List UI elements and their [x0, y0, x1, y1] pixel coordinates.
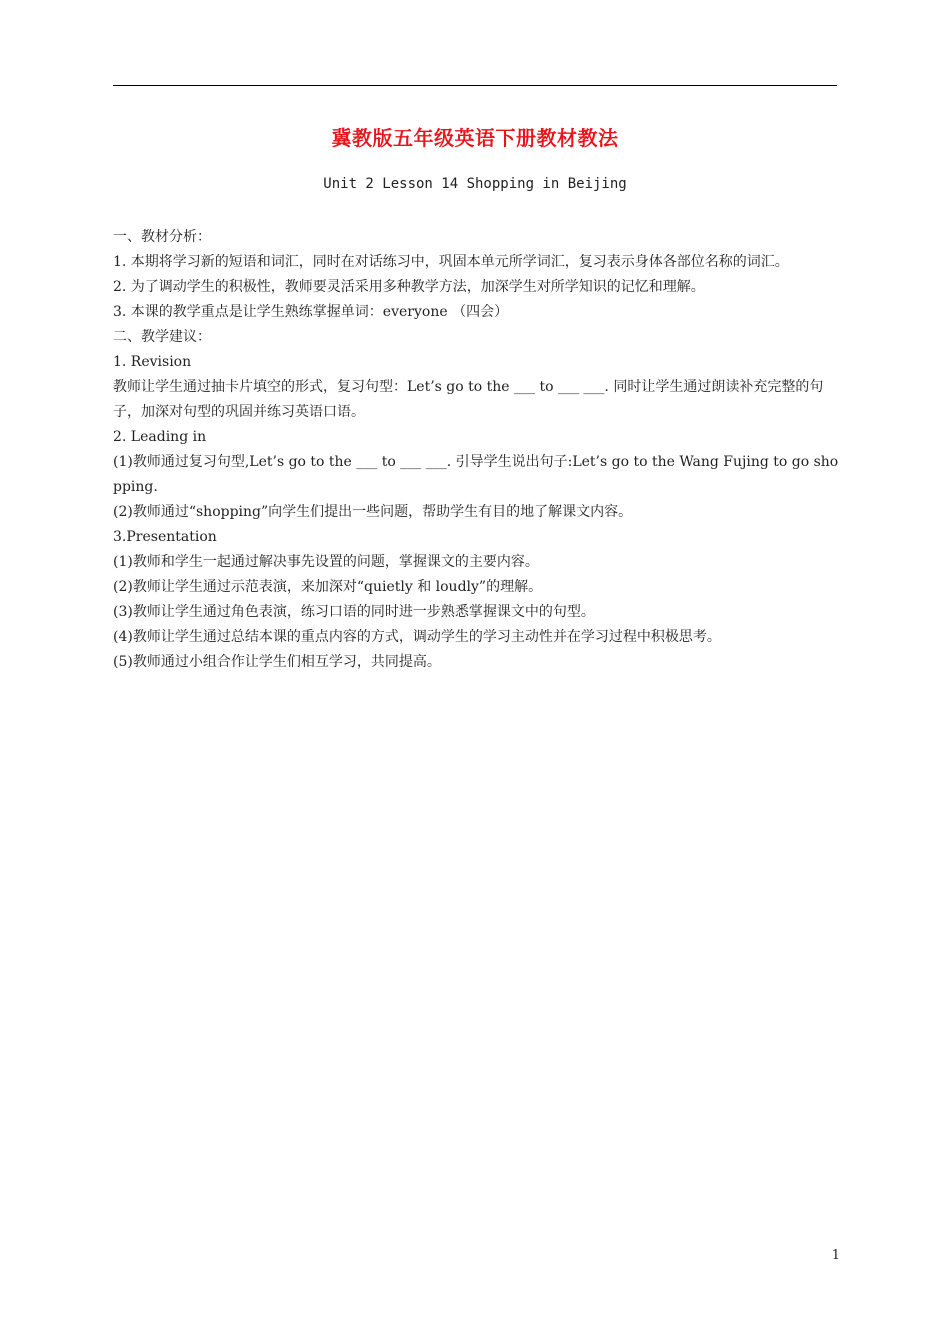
document-subtitle: Unit 2 Lesson 14 Shopping in Beijing	[323, 176, 627, 192]
document-title: 冀教版五年级英语下册教材教法	[331, 126, 619, 150]
presentation-item-2: (2)教师让学生通过示范表演，来加深对“quietly 和 loudly”的理解。	[113, 579, 543, 595]
presentation-item-5: (5)教师通过小组合作让学生们相互学习，共同提高。	[113, 654, 441, 670]
presentation-item-4: (4)教师让学生通过总结本课的重点内容的方式，调动学生的学习主动性并在学习过程中积极思考。	[113, 629, 721, 645]
analysis-item-1: 1. 本期将学习新的短语和词汇，同时在对话练习中，巩固本单元所学词汇，复习表示身体各部位名称的词汇。	[113, 254, 789, 270]
leading-in-item-1: (1)教师通过复习句型,Let’s go to the ___ to ___ ___. 引导学生说出句子:Let’s go to the Wang Fujing to go shopping.	[113, 454, 839, 495]
presentation-item-1: (1)教师和学生一起通过解决事先设置的问题，掌握课文的主要内容。	[113, 554, 539, 570]
step-heading-presentation: 3.Presentation	[113, 529, 217, 545]
document-body	[113, 225, 839, 675]
leading-in-item-2: (2)教师通过“shopping”向学生们提出一些问题，帮助学生有目的地了解课文内容。	[113, 504, 633, 520]
page-number: 1	[831, 1248, 840, 1263]
step-heading-revision: 1. Revision	[113, 354, 192, 370]
section-heading-analysis: 一、教材分析：	[113, 229, 211, 245]
analysis-item-2: 2. 为了调动学生的积极性，教师要灵活采用多种教学方法，加深学生对所学知识的记忆和理解。	[113, 279, 705, 295]
presentation-item-3: (3)教师让学生通过角色表演，练习口语的同时进一步熟悉掌握课文中的句型。	[113, 604, 595, 620]
section-heading-suggestions: 二、教学建议：	[113, 329, 211, 345]
revision-paragraph: 教师让学生通过抽卡片填空的形式，复习句型：Let’s go to the ___ to ___ ___. 同时让学生通过朗读补充完整的句子，加深对句型的巩固并练习英语口语。	[113, 379, 824, 420]
header-rule	[113, 85, 837, 86]
analysis-item-3: 3. 本课的教学重点是让学生熟练掌握单词：everyone （四会）	[113, 304, 509, 320]
step-heading-leading-in: 2. Leading in	[113, 429, 207, 445]
